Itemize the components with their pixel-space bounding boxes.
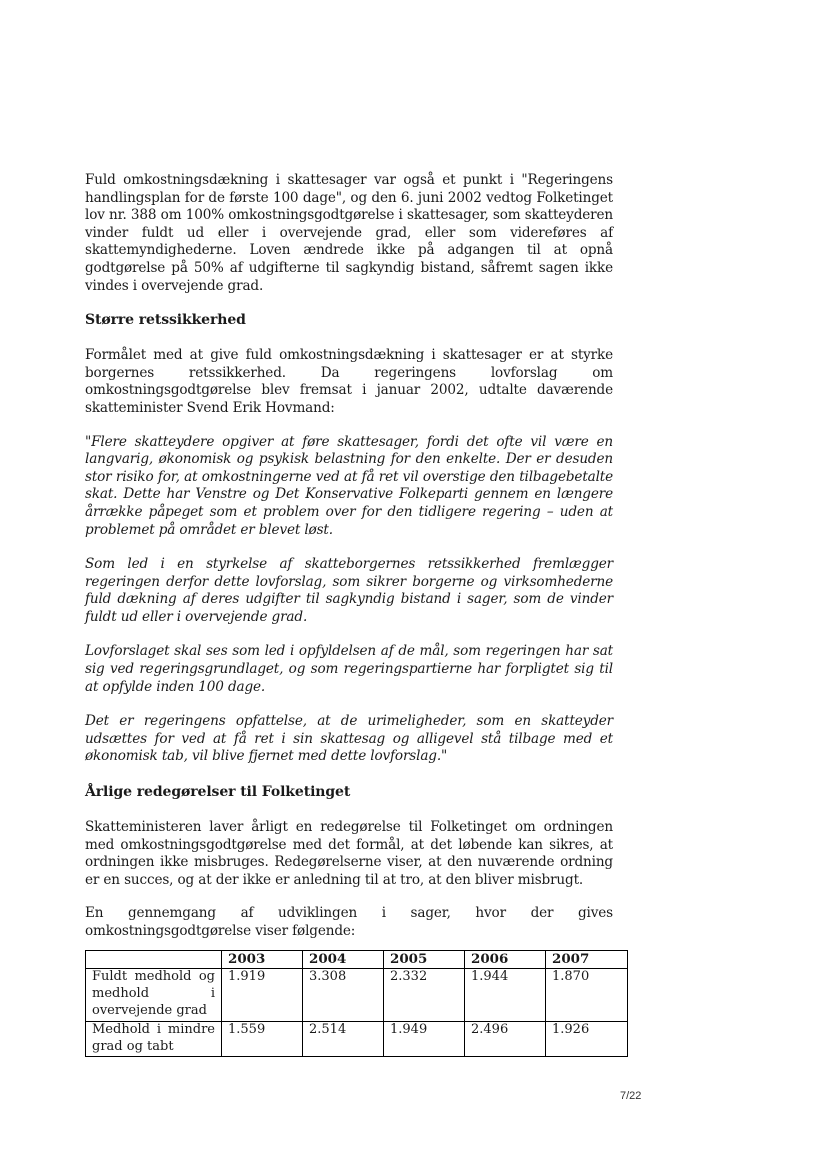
table-cell: 1.949 bbox=[384, 1021, 465, 1057]
table-header-year: 2003 bbox=[222, 950, 303, 969]
table-cell: 1.926 bbox=[546, 1021, 628, 1057]
table-cell: 2.332 bbox=[384, 969, 465, 1021]
heading-redegoerelser: Årlige redegørelser til Folketinget bbox=[85, 784, 351, 801]
paragraph-redegoerelse: Skatteministeren laver årligt en redegørelse til Folketinget om ordningen med omkostningsgodtgørelse med det formål, at det løbende kan sikres, at ordningen ikke misbruges. Redegørelserne viser, at den nuværende ordning er en succes, og at der ikke er anledning til at tro, at den bliver misbrugt. bbox=[85, 819, 613, 888]
quote-paragraph-3: Lovforslaget skal ses som led i opfyldelsen af de mål, som regeringen har sat sig ved regeringsgrundlaget, og som regeringspartierne har forpligtet sig til at opfylde inden 100 dage. bbox=[85, 643, 613, 695]
table-cell: 1.919 bbox=[222, 969, 303, 1021]
table-header-year: 2005 bbox=[384, 950, 465, 969]
quote-paragraph-1: "Flere skatteydere opgiver at føre skattesager, fordi det ofte vil være en langvarig, økonomisk og psykisk belastning for den enkelte. Der er desuden stor risiko for, at omkostningerne ved at få ret vil overstige den tilbagebetalte skat. Dette har Venstre og Det Konservative Folkeparti gennem en længere årrække påpeget som et problem over for den tidligere regering – uden at problemet på området er blevet løst. bbox=[85, 433, 613, 538]
paragraph-intro: Fuld omkostningsdækning i skattesager var også et punkt i "Regeringens handlingsplan for de første 100 dage", og den 6. juni 2002 vedtog Folketinget lov nr. 388 om 100% omkostningsgodtgørelse i skattesager, som skatteyderen vinder fuldt ud eller i overvejende grad, eller som videreføres af skattemyndighederne. Loven ændrede ikke på adgangen til at opnå godtgørelse på 50% af udgifterne til sagkyndig bistand, såfremt sagen ikke vindes i overvejende grad. bbox=[85, 172, 613, 294]
page-number: 7/22 bbox=[620, 1090, 642, 1102]
heading-retssikkerhed: Større retssikkerhed bbox=[85, 312, 246, 329]
table-cell: 2.514 bbox=[303, 1021, 384, 1057]
paragraph-gennemgang: En gennemgang af udviklingen i sager, hvor der gives omkostningsgodtgørelse viser følgende: bbox=[85, 905, 613, 939]
document-body bbox=[85, 172, 613, 1057]
quote-paragraph-4: Det er regeringens opfattelse, at de urimeligheder, som en skatteyder udsættes for ved at få ret i sin skattesag og alligevel stå tilbage med et økonomisk tab, vil blive fjernet med dette lovforslag." bbox=[85, 713, 613, 765]
table-cell: 1.870 bbox=[546, 969, 628, 1021]
table-header-row bbox=[86, 950, 628, 969]
table-header-year: 2006 bbox=[465, 950, 546, 969]
table-cell: 1.559 bbox=[222, 1021, 303, 1057]
table-cell: 2.496 bbox=[465, 1021, 546, 1057]
quote-paragraph-2: Som led i en styrkelse af skatteborgernes retssikkerhed fremlægger regeringen derfor dette lovforslag, som sikrer borgerne og virksomhederne fuld dækning af deres udgifter til sagkyndig bistand i sager, som de vinder fuldt ud eller i overvejende grad. bbox=[85, 556, 613, 625]
table-header-year: 2007 bbox=[546, 950, 628, 969]
table-row bbox=[86, 969, 628, 1021]
table-cell: 3.308 bbox=[303, 969, 384, 1021]
paragraph-formaal: Formålet med at give fuld omkostningsdækning i skattesager er at styrke borgernes retssikkerhed. Da regeringens lovforslag om omkostningsgodtgørelse blev fremsat i januar 2002, udtalte daværende skatteminister Svend Erik Hovmand: bbox=[85, 347, 613, 416]
table-cell: 1.944 bbox=[465, 969, 546, 1021]
table-row-label: Medhold i mindre grad og tabt bbox=[86, 1021, 222, 1057]
godtgoerelse-table bbox=[85, 950, 628, 1058]
table-row-label: Fuldt medhold og medhold i overvejende grad bbox=[86, 969, 222, 1021]
table-row bbox=[86, 1021, 628, 1057]
table-header-corner bbox=[86, 950, 222, 969]
table-header-year: 2004 bbox=[303, 950, 384, 969]
